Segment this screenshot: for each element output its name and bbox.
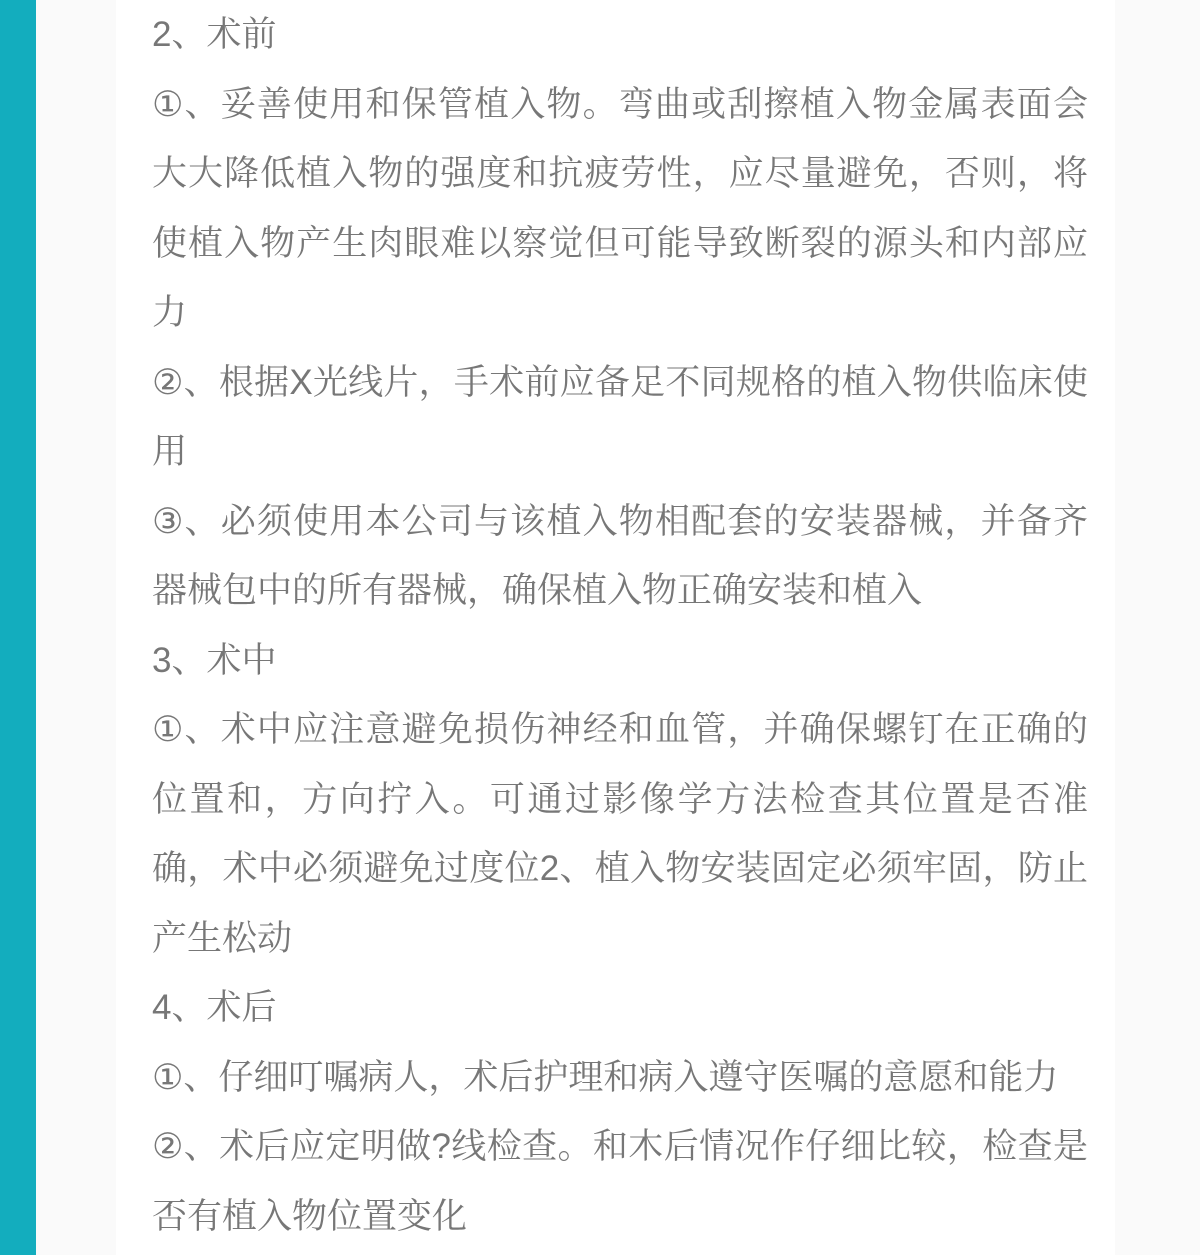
text-line: 大大降低植入物的强度和抗疲劳性，应尽量避免，否则，将 [152,154,1088,193]
left-accent-bar [0,0,36,1255]
text-line: ③、必须使用本公司与该植入物相配套的安装器械，并备齐 [152,501,1088,541]
text-line: 否有植入物位置变化 [152,1196,468,1236]
text-line: 使植入物产生肉眼难以察觉但可能导致断裂的源头和内部应 [152,223,1088,263]
text-line: ①、仔细叮嘱病人，术后护理和病入遵守医嘱的意愿和能力 [152,1057,1059,1097]
text-line: ①、妥善使用和保管植入物。弯曲或刮擦植入物金属表面会 [152,84,1088,124]
text-line: ②、术后应定明做?线检查。和木后情况作仔细比较，检查是 [152,1127,1088,1166]
text-line: 3、术中 [152,640,277,680]
text-line: 4、术后 [152,988,277,1027]
text-line: 器械包中的所有器械，确保植入物正确安装和植入 [152,571,923,610]
text-line: ②、根据X光线片，手术前应备足不同规格的植入物供临床使 [152,362,1088,402]
text-line: 用 [152,432,188,471]
text-line: 确，术中必须避免过度位2、植入物安装固定必须牢固，防止 [152,849,1088,888]
document-text [152,0,1088,1251]
document-page[interactable] [116,0,1115,1255]
text-line: 2、术前 [152,15,277,54]
text-line: ①、术中应注意避免损伤神经和血管，并确保螺钉在正确的 [152,710,1088,749]
text-line: 位置和，方向拧入。可通过影像学方法检查其位置是否准 [152,779,1088,819]
text-line: 力 [152,293,188,332]
text-line: 产生松动 [152,918,293,958]
